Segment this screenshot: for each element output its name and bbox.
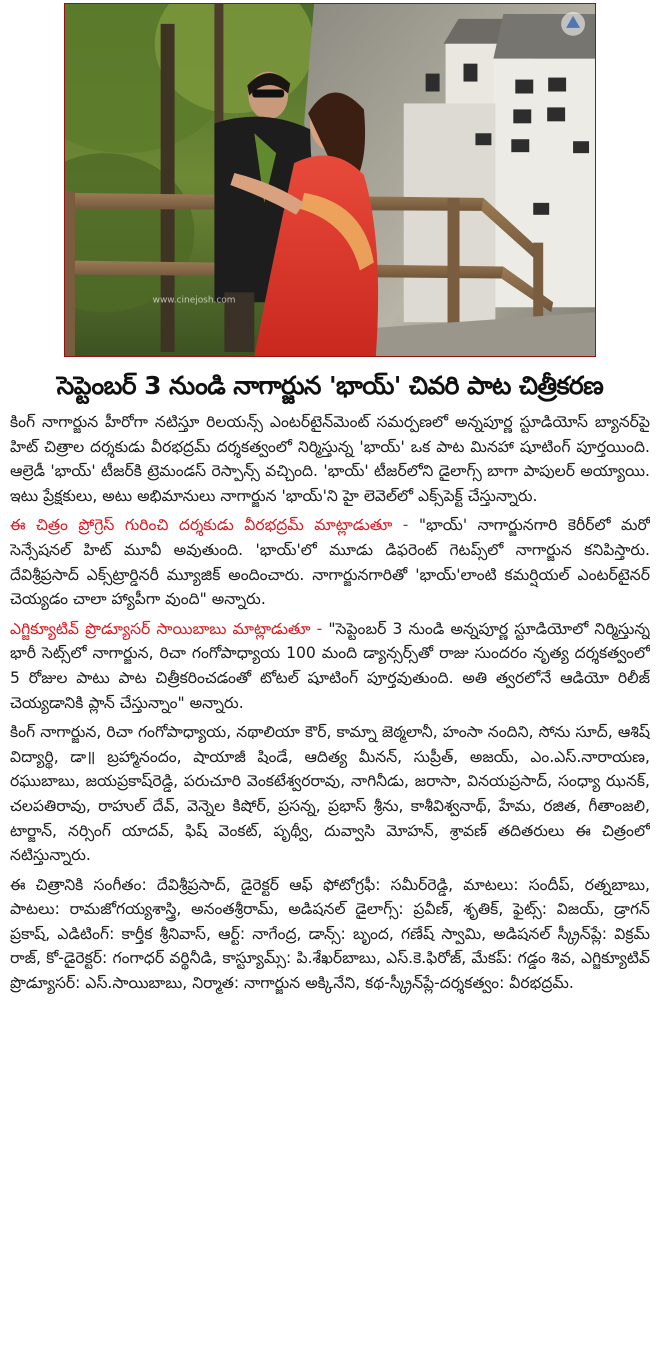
article-paragraph: కింగ్ నాగార్జున హీరోగా నటిస్తూ రిలయన్స్ ఎంటర్‌టైన్‌మెంట్ సమర్పణలో అన్నపూర్ణ స్టూడియోస్ బ్యానర్‌పై హిట్ చిత్రాల దర్శకుడు వీరభద్రమ్ దర్శకత్వంలో నిర్మిస్తున్న 'భాయ్' ఒక పాట మినహా షూటింగ్ పూర్తయింది. ఆల్రెడీ 'భాయ్' టీజర్‌కి ట్రెమండస్ రెస్పాన్స్ వచ్చింది. 'భాయ్' టీజర్‌లోని డైలాగ్స్ బాగా పాపులర్ అయ్యాయి. ఇటు ప్రేక్షకులు, అటు అభిమానులు నాగార్జున 'భాయ్'ని హై లెవెల్‌లో ఎక్స్‌పెక్ట్ చేస్తున్నారు. (10, 413, 650, 505)
quote-text: "సెప్టెంబర్ 3 నుండి అన్నపూర్ణ స్టూడియోలో నిర్మిస్తున్న భారీ సెట్స్‌లో నాగార్జున, రిచా గంగోపాధ్యాయ 100 మంది డ్యాన్సర్స్‌తో రాజు సుందరం నృత్య దర్శకత్వంలో 5 రోజుల పాటు పాట చిత్రీకరించడంతో టోటల్ షూటింగ్ పూర్తవుతుంది. అతి త్వరలోనే ఆడియో రిలీజ్ చెయ్యడానికి ప్లాన్ చేస్తున్నాం" అన్నారు. (10, 619, 650, 712)
site-logo-icon (561, 12, 585, 36)
article-headline: సెప్టెంబర్ 3 నుండి నాగార్జున 'భాయ్' చివరి పాట చిత్రీకరణ (56, 371, 604, 400)
movie-still-illustration (65, 4, 595, 356)
article-paragraph (10, 617, 650, 715)
article-paragraph (10, 513, 650, 611)
quote-text: "భాయ్' నాగార్జునగారి కెరీర్‌లో మరో సెన్సేషనల్ హిట్ మూవీ అవుతుంది. 'భాయ్'లో మూడు డిఫరెంట్ గెటప్స్‌లో నాగార్జున కనిపిస్తారు. దేవిశ్రీప్రసాద్ ఎక్స్‌ట్రార్డినరీ మ్యూజిక్ అందించారు. నాగార్జునగారితో 'భాయ్'లాంటి కమర్షియల్ ఎంటర్‌టైనర్ చెయ్యడం చాలా హ్యాపీగా వుంది" అన్నారు. (10, 516, 650, 609)
article-body (10, 410, 650, 1365)
paragraph-lead-red: ఎగ్జిక్యూటివ్ ప్రొడ్యూసర్ సాయిబాబు మాట్లాడుతూ - (10, 619, 329, 638)
photo-watermark: www.cinejosh.com (152, 295, 236, 306)
cast-list-paragraph: కింగ్ నాగార్జున, రిచా గంగోపాధ్యాయ, నథాలియా కౌర్, కామ్నా జెఠ్మలానీ, హంసా నందిని, సోను సూద్, ఆశిష్ విద్యార్థి, డా॥ బ్రహ్మానందం, షాయాజీ షిండే, ఆదిత్య మీనన్, సుప్రీత్, అజయ్, ఎం.ఎస్.నారాయణ, రఘుబాబు, జయప్రకాష్‌రెడ్డి, పరుచూరి వెంకటేశ్వరరావు, నాగినీడు, జరాసా, వినయప్రసాద్, సంధ్యా ఝనక్, చలపతిరావు, రాహుల్ దేవ్, వెన్నెల కిషోర్, ప్రసన్న, ప్రభాస్ శ్రీను, కాశీవిశ్వనాథ్, హేమ, రజిత, గీతాంజలి, టార్జాన్, నర్సింగ్ యాదవ్, ఫిష్ వెంకట్, పృథ్వీ, దువ్వాసి మోహన్, శ్రావణ్ తదితరులు ఈ చిత్రంలో నటిస్తున్నారు. (10, 723, 650, 865)
paragraph-lead-red: ఈ చిత్రం ప్రోగ్రెస్ గురించి దర్శకుడు వీరభద్రమ్ మాట్లాడుతూ - (10, 516, 419, 535)
crew-list-paragraph: ఈ చిత్రానికి సంగీతం: దేవిశ్రీప్రసాద్, డైరెక్టర్ ఆఫ్ ఫోటోగ్రఫీ: సమీర్‌రెడ్డి, మాటలు: సందీప్, రత్నబాబు, పాటలు: రామజోగయ్యశాస్త్రి, అనంతశ్రీరామ్, అడిషనల్ డైలాగ్స్: ప్రవీణ్, శృతిక్, ఫైట్స్: విజయ్, డ్రాగన్ ప్రకాష్, ఎడిటింగ్: కార్తీక శ్రీనివాస్, ఆర్ట్: నాగేంద్ర, డాన్స్: బృంద, గణేష్ స్వామి, అడిషనల్ స్క్రీన్‌ప్లే: విక్రమ్ రాజ్, కో-డైరెక్టర్: గంగాధర్ వర్థినీడి, కాస్ట్యూమ్స్: పి.శేఖర్‌బాబు, ఎస్.కె.ఫిరోజ్, మేకప్: గడ్డం శివ, ఎగ్జిక్యూటివ్ ప్రొడ్యూసర్: ఎస్.సాయిబాబు, నిర్మాత: నాగార్జున అక్కినేని, కథ-స్క్రీన్‌ప్లే-దర్శకత్వం: వీరభద్రమ్. (10, 875, 650, 993)
movie-still-photo (64, 3, 596, 357)
